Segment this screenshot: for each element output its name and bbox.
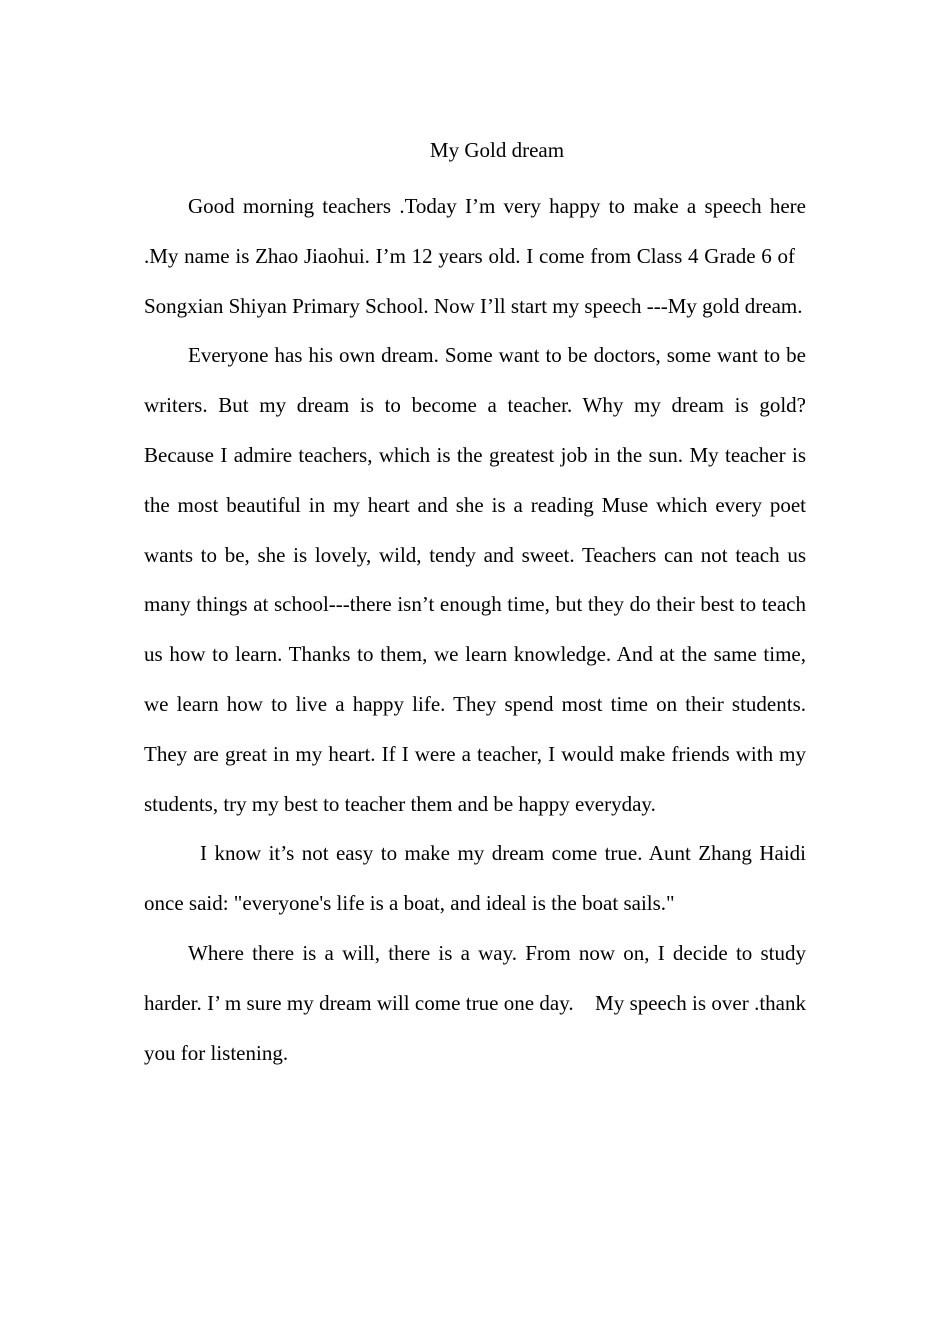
- paragraph-dream: Everyone has his own dream. Some want to be doctors, some want to be writers. But my dream is to become a teacher. Why my dream is gold? Because I admire teachers, which is the greatest job in the sun. My teacher is the most beautiful in my heart and she is a reading Muse which every poet wants to be, she is lovely, wild, tendy and sweet. Teachers can not teach us many things at school---there isn’t enough time, but they do their best to teach us how to learn. Thanks to them, we learn knowledge. And at the same time, we learn how to live a happy life. They spend most time on their students. They are great in my heart. If I were a teacher, I would make friends with my students, try my best to teacher them and be happy everyday.: [144, 343, 806, 816]
- document-body: [144, 182, 806, 1078]
- paragraph-introduction: Good morning teachers .Today I’m very happy to make a speech here .My name is Zhao Jiaohui. I’m 12 years old. I come from Class 4 Grade 6 of Songxian Shiyan Primary School. Now I’ll start my speech ---My gold dream.: [144, 194, 806, 318]
- document-title: My Gold dream: [429, 138, 565, 162]
- paragraph-conclusion: Where there is a will, there is a way. From now on, I decide to study harder. I’ m sure my dream will come true one day. My speech is over .thank you for listening.: [144, 940, 806, 1065]
- paragraph-quote: I know it’s not easy to make my dream come true. Aunt Zhang Haidi once said: "everyone's life is a boat, and ideal is the boat sails.": [144, 841, 806, 916]
